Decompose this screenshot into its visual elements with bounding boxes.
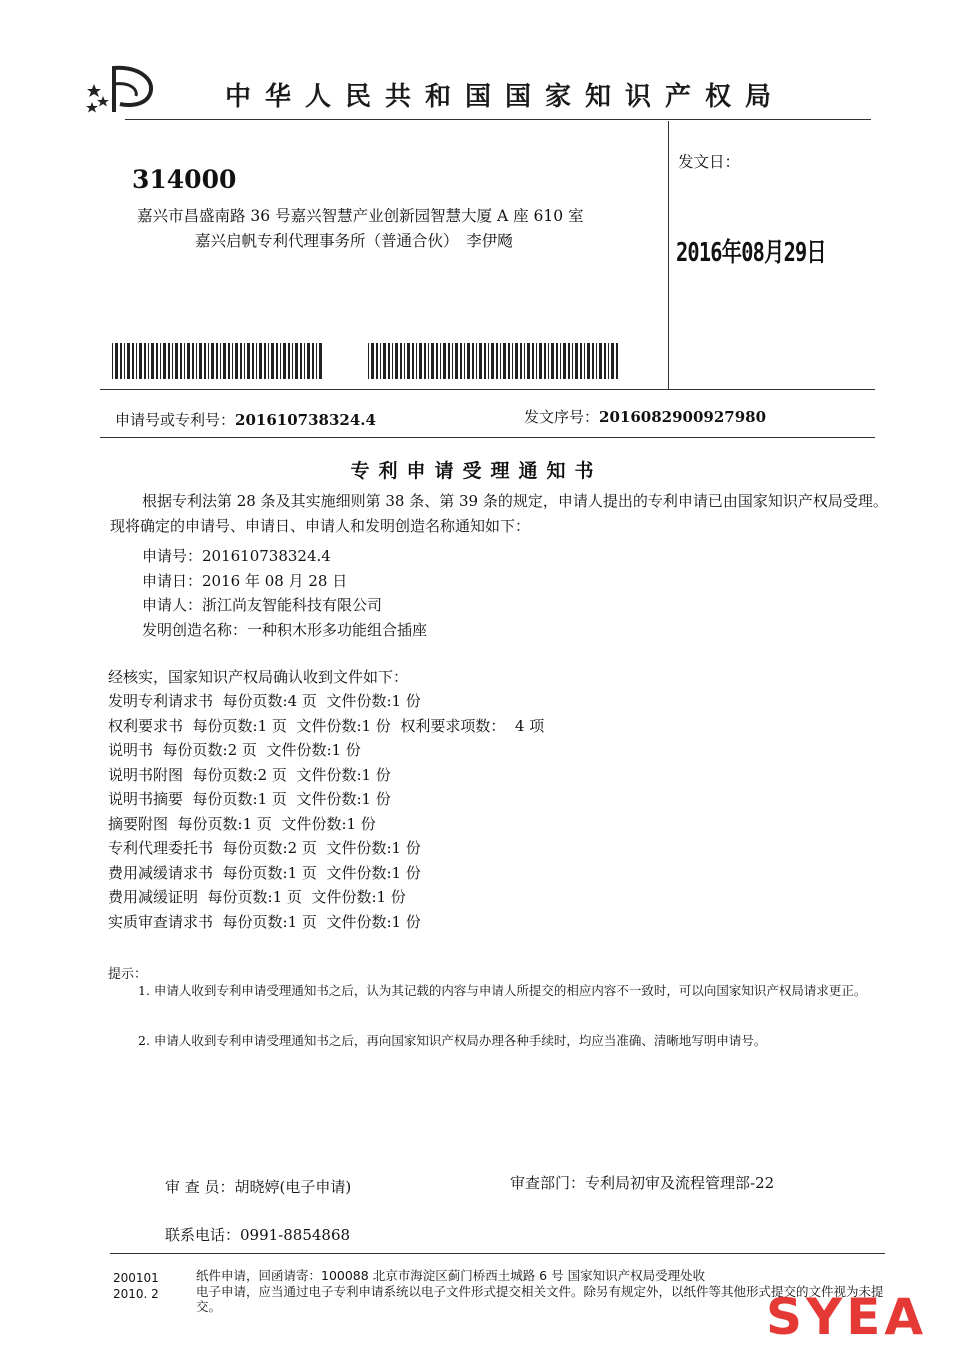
- svg-text:SYEA: SYEA: [766, 1290, 928, 1340]
- footer-divider: [110, 1253, 885, 1254]
- list-item: 摘要附图 每份页数:1 页 文件份数:1 份: [108, 814, 376, 833]
- list-item: 说明书附图 每份页数:2 页 文件份数:1 份: [108, 765, 391, 784]
- tips-label: 提示：: [108, 967, 148, 982]
- tip-2: 2. 申请人收到专利申请受理通知书之后，再向国家知识产权局办理各种手续时，均应当准确、清晰地写明申请号。: [138, 1033, 767, 1048]
- issue-date-value: 2016年08月29日: [676, 238, 826, 268]
- form-code: [113, 1270, 159, 1302]
- list-item: 发明专利请求书 每份页数:4 页 文件份数:1 份: [108, 692, 421, 710]
- date-column-divider: [668, 121, 669, 389]
- list-item: 说明书摘要 每份页数:1 页 文件份数:1 份: [108, 790, 391, 808]
- sipo-logo-icon: [84, 64, 162, 116]
- list-item: 专利代理委托书 每份页数:2 页 文件份数:1 份: [108, 839, 421, 857]
- examiner: 审 查 员：胡晓婷(电子申请): [165, 1178, 352, 1196]
- received-intro: 经核实，国家知识产权局确认收到文件如下：: [108, 668, 409, 686]
- serial-number-label: 发文序号：: [524, 408, 600, 426]
- applicant-line: 申请人：浙江尚友智能科技有限公司: [142, 596, 383, 614]
- footer-paper-notice: 纸件申请，回函请寄：100088 北京市海淀区蓟门桥西土城路 6 号 国家知识产权局受理处收: [196, 1268, 706, 1283]
- application-number-row: [115, 409, 376, 430]
- received-documents-list: [108, 689, 544, 934]
- document-title: 专利申请受理通知书: [350, 460, 603, 482]
- application-date-line: 申请日：2016 年 08 月 28 日: [142, 572, 348, 590]
- form-code-version: 2010. 2: [113, 1287, 159, 1301]
- application-number-label: 申请号或专利号：: [115, 411, 236, 429]
- list-item: 费用减缓请求书 每份页数:1 页 文件份数:1 份: [108, 863, 421, 882]
- tip-1: 1. 申请人收到专利申请受理通知书之后，认为其记载的内容与申请人所提交的相应内容不一致时，可以向国家知识产权局请求更正。: [138, 983, 867, 998]
- invention-name-line: 发明创造名称：一种积木形多功能组合插座: [142, 621, 428, 639]
- header-divider: [125, 119, 871, 120]
- contact-phone: 联系电话：0991-8854868: [165, 1226, 351, 1244]
- application-number-line: 申请号：201610738324.4: [142, 547, 331, 565]
- footer-electronic-notice: 电子申请，应当通过电子专利申请系统以电子文件形式提交相关文件。除另有规定外，以纸件等其他形式提交的文件视为未提交。: [196, 1284, 884, 1314]
- issue-date-label: 发文日：: [678, 153, 741, 171]
- serial-number-value: 2016082900927980: [599, 408, 767, 426]
- department: 审查部门：专利局初审及流程管理部-22: [510, 1174, 775, 1192]
- intro-paragraph: 根据专利法第 28 条及其实施细则第 38 条、第 39 条的规定，申请人提出的专利申请已由国家知识产权局受理。现将确定的申请号、申请日、申请人和发明创造名称通知如下：: [110, 492, 888, 535]
- list-item: 实质审查请求书 每份页数:1 页 文件份数:1 份: [108, 912, 421, 931]
- application-number-value: 201610738324.4: [235, 411, 376, 429]
- barcode-serial: [368, 343, 618, 379]
- meta-bottom-divider: [100, 437, 875, 438]
- list-item: 权利要求书 每份页数:1 页 文件份数:1 份 权利要求项数： 4 项: [108, 716, 545, 735]
- org-name: 中华人民共和国国家知识产权局: [225, 82, 786, 112]
- postcode: 314000: [132, 165, 237, 194]
- list-item: 费用减缓证明 每份页数:1 页 文件份数:1 份: [108, 888, 406, 906]
- list-item: 说明书 每份页数:2 页 文件份数:1 份: [108, 741, 361, 759]
- form-code-number: 200101: [113, 1271, 159, 1285]
- serial-number-row: [524, 406, 766, 427]
- syea-watermark-logo: [764, 1290, 949, 1340]
- address-line-1: 嘉兴市昌盛南路 36 号嘉兴智慧产业创新园智慧大厦 A 座 610 室: [137, 207, 584, 225]
- barcode-postal: [112, 343, 324, 379]
- address-line-2: 嘉兴启帆专利代理事务所（普通合伙） 李伊飏: [195, 232, 513, 250]
- meta-top-divider: [100, 389, 875, 390]
